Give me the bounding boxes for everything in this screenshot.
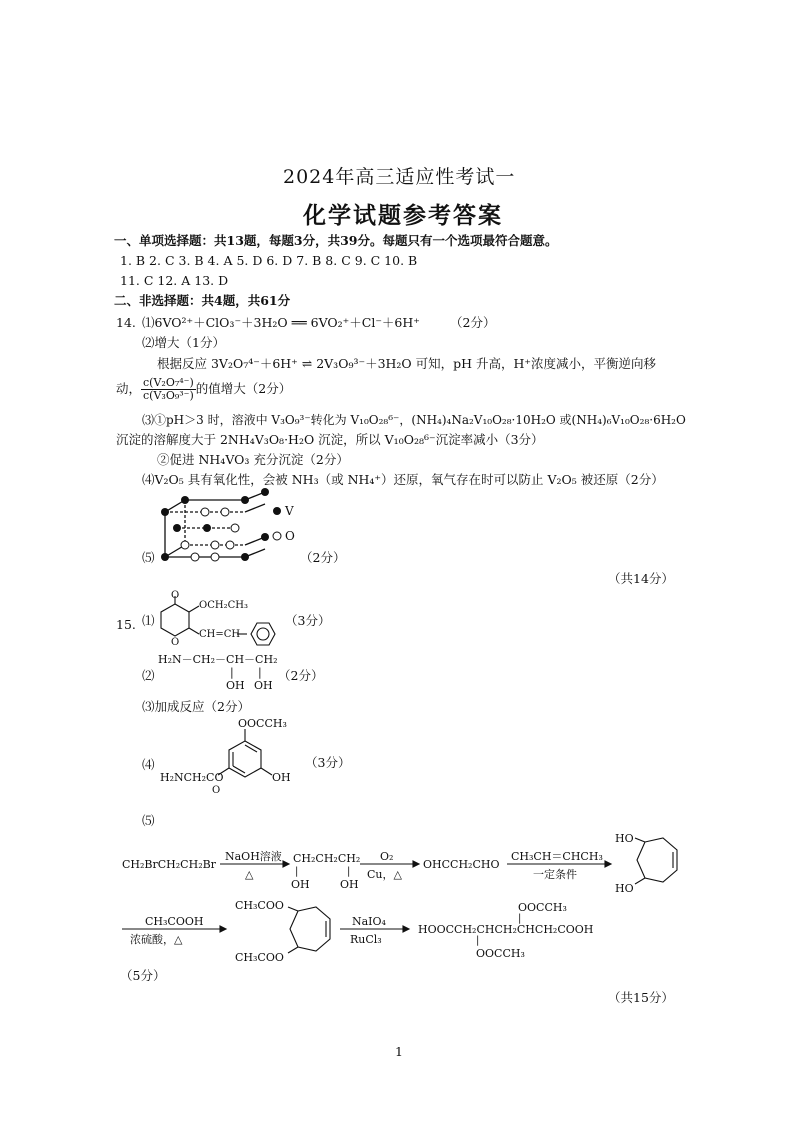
svg-text:|: |: [347, 866, 351, 877]
vanadium-atom: [181, 496, 189, 504]
q14-part5-label: ⑸: [142, 550, 155, 565]
q15-part1-label: ⑴: [142, 613, 155, 628]
chain-bond: [189, 628, 199, 634]
oxygen-atom: [211, 553, 219, 561]
q15-part1-score: （3分）: [285, 613, 331, 628]
ring-oxygen: O: [171, 637, 180, 648]
answers-row-1: 1. B 2. C 3. B 4. A 5. D 6. D 7. B 8. C 9. C 10. B: [120, 253, 418, 268]
phenyl-aromatic: [257, 628, 269, 640]
q14-number: 14.: [116, 315, 136, 330]
amino-diol-chain: H₂N－CH₂－CH－CH₂: [158, 653, 278, 666]
q14-part2-explanation: 根据反应 3V₂O₇⁴⁻＋6H⁺ ⇌ 2V₃O₉³⁻＋3H₂O 可知，pH 升高，H⁺浓度减小，平衡逆向移: [157, 356, 657, 371]
q14-part3-b: ②促进 NH₄VO₃ 充分沉淀（2分）: [157, 452, 349, 467]
page-number: 1: [395, 1044, 403, 1059]
q15-part1-structure: [155, 592, 295, 652]
hydroxyl-bond: [261, 768, 272, 775]
glycinate-group: H₂NCH₂CO: [160, 771, 224, 784]
vanadium-atom: [241, 553, 249, 561]
svg-text:|: |: [476, 935, 480, 946]
ester-bond-1: [288, 907, 298, 911]
q15-part5-score: （5分）: [120, 968, 166, 983]
diol-oh-1: OH: [291, 878, 310, 891]
reagent-3: CH₃CH＝CHCH₃: [511, 850, 603, 863]
q14-part5-score: （2分）: [300, 550, 346, 565]
condition-4: 浓硫酸，△: [130, 933, 183, 946]
q14-part3-a-cont: 沉淀的溶解度大于 2NH₄V₃O₈·H₂O 沉淀，所以 V₁₀O₂₈⁶⁻沉淀率减小（3分）: [116, 432, 544, 447]
q14-part4: ⑷V₂O₅ 具有氧化性，会被 NH₃（或 NH₄⁺）还原，氧气存在时可以防止 V₂O₅ 被还原（2分）: [142, 472, 664, 487]
ester-group-1: CH₃COO: [235, 899, 284, 912]
ester-bond-2: [288, 947, 298, 953]
phenyl-ring: [251, 623, 275, 645]
carbonyl-o: O: [212, 785, 221, 796]
benzene-ring: [229, 741, 261, 777]
oxygen-atom: [201, 508, 209, 516]
legend-o-label: O: [285, 529, 295, 543]
hydroxyl-1: OH: [226, 679, 245, 692]
struct-bond-upper: [245, 504, 265, 512]
ring-hydroxyl-2: HO: [615, 882, 634, 895]
oxygen-atom: [226, 541, 234, 549]
oxygen-atom: [221, 508, 229, 516]
vanadium-atom: [241, 496, 249, 504]
svg-text:|: |: [295, 866, 299, 877]
q15-part2-label: ⑵: [142, 668, 155, 683]
diol-oh-2: OH: [340, 878, 359, 891]
section2-header: 二、非选择题：共4题，共61分: [114, 293, 291, 308]
diol-chain: CH₂CH₂CH₂: [293, 852, 361, 865]
q15-part2-score: （2分）: [278, 668, 324, 683]
oxygen-atom: [231, 524, 239, 532]
svg-text:|: |: [518, 913, 522, 924]
vinyl-chain: CH=CH: [199, 629, 241, 640]
q14-total: （共14分）: [608, 571, 674, 586]
pyranone-ring: [161, 604, 189, 636]
final-product: HOOCCH₂CHCH₂CHCH₂COOH: [418, 923, 594, 936]
q15-number: 15.: [116, 617, 136, 632]
diacetate-ring: [290, 907, 330, 951]
legend-v-label: V: [285, 504, 294, 518]
q15-total: （共15分）: [608, 990, 674, 1005]
q14-part3-a: ⑶①pH＞3 时，溶液中 V₃O₉³⁻转化为 V₁₀O₂₈⁶⁻，(NH₄)₄Na₂V₁₀O₂₈·10H₂O 或(NH₄)₆V₁₀O₂₈·6H₂O: [142, 413, 686, 427]
product-top-group: OOCCH₃: [518, 901, 567, 914]
vanadium-oxide-structure: [155, 492, 315, 572]
hydroxyl-group: OH: [272, 771, 291, 784]
condition-5: RuCl₃: [350, 933, 382, 946]
q14-part2: ⑵增大（1分）: [142, 335, 225, 350]
synthesis-start: CH₂BrCH₂CH₂Br: [122, 858, 216, 871]
ring-oh-bond-2: [635, 878, 645, 884]
vanadium-atom: [161, 553, 169, 561]
oxygen-atom: [191, 553, 199, 561]
hydroxyl-2: OH: [254, 679, 273, 692]
condition-2: Cu，△: [367, 868, 402, 881]
acetoxy-group: OOCCH₃: [238, 717, 287, 730]
q15-part2-formula: H₂N－CH₂－CH－CH₂ | | OH OH: [158, 653, 278, 692]
concentration-ratio: [141, 377, 196, 402]
carbonyl-oxygen: O: [171, 590, 180, 601]
arrowhead: [283, 861, 289, 867]
synthesis-route-row2: [120, 895, 620, 975]
condition-3: 一定条件: [533, 868, 577, 881]
legend-o-marker: [273, 532, 281, 540]
ring-oh-bond-1: [635, 838, 645, 842]
legend-v-marker: [273, 507, 281, 515]
product-bottom-group: OOCCH₃: [476, 947, 525, 960]
q14-part1-score: （2分）: [450, 315, 496, 330]
ratio-denominator: c(V₃O₉³⁻): [143, 389, 194, 402]
dialdehyde: OHCCH₂CHO: [423, 858, 500, 871]
aromatic-bond: [233, 766, 245, 773]
reagent-4: CH₃COOH: [145, 915, 204, 928]
aromatic-bond: [245, 745, 257, 752]
q15-part4-label: ⑷: [142, 757, 155, 772]
section1-header: 一、单项选择题：共13题，每题3分，共39分。每题只有一个选项最符合题意。: [114, 233, 558, 248]
q15-part5-label: ⑸: [142, 813, 155, 828]
oxygen-atom: [181, 541, 189, 549]
q15-part4-score: （3分）: [305, 755, 351, 770]
answers-row-2: 11. C 12. A 13. D: [120, 273, 229, 288]
cycloheptene-ring: [637, 838, 677, 882]
q15-part3: ⑶加成反应（2分）: [142, 699, 250, 714]
q14-part2-cont-post: 的值增大（2分）: [195, 381, 292, 396]
condition-1: △: [245, 868, 254, 881]
vanadium-atom: [173, 524, 181, 532]
page-title: 2024年高三适应性考试一: [283, 166, 516, 188]
vanadium-atom: [261, 533, 269, 541]
arrowhead: [413, 861, 419, 867]
q14-part2-continuation: [116, 377, 291, 402]
arrowhead: [605, 861, 611, 867]
reagent-5: NaIO₄: [352, 915, 386, 928]
ring-hydroxyl-1: HO: [615, 832, 634, 845]
vanadium-atom: [161, 508, 169, 516]
vanadium-atom: [203, 524, 211, 532]
vanadium-atom: [261, 488, 269, 496]
ethoxy-bond: [189, 606, 199, 612]
reagent-1: NaOH溶液: [225, 850, 282, 863]
q14-part1: ⑴6VO²⁺＋ClO₃⁻＋3H₂O ══ 6VO₂⁺＋Cl⁻＋6H⁺: [142, 315, 420, 330]
page-subtitle: 化学试题参考答案: [303, 202, 503, 229]
reagent-2: O₂: [380, 850, 394, 863]
q14-part2-cont-pre: 动，: [116, 381, 142, 396]
arrowhead: [403, 926, 409, 932]
ratio-numerator: c(V₂O₇⁴⁻): [143, 376, 194, 389]
ester-group-2: CH₃COO: [235, 951, 284, 964]
ethoxy-group: OCH₂CH₃: [199, 600, 248, 611]
arrowhead: [220, 926, 226, 932]
oxygen-atom: [211, 541, 219, 549]
